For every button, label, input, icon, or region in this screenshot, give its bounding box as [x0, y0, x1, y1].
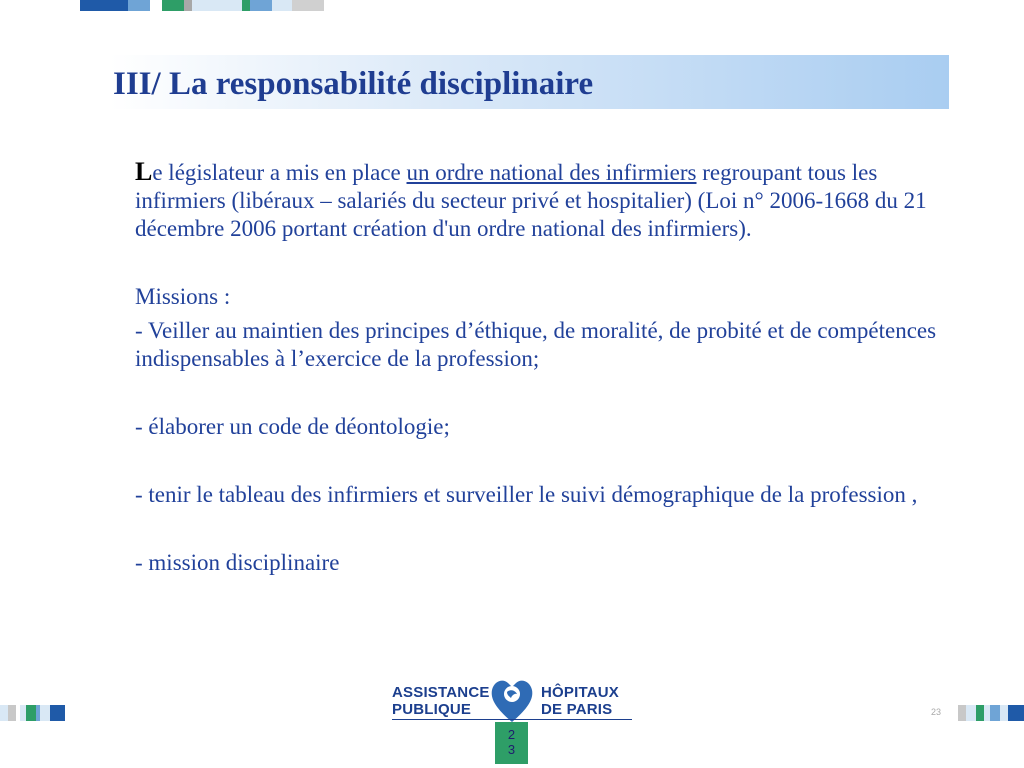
logo-left-text: ASSISTANCE PUBLIQUE — [392, 684, 490, 718]
intro-text-start: e législateur a mis en place — [152, 160, 407, 185]
mission-item: - élaborer un code de déontologie; — [135, 414, 450, 439]
slide-title: III/ La responsabilité disciplinaire — [113, 66, 594, 102]
mission-item: - tenir le tableau des infirmiers et surveiller le suivi démographique de la profession , — [135, 482, 918, 507]
missions-label: Missions : — [135, 284, 231, 309]
mission-item: - Veiller au maintien des principes d’éthique, de moralité, de probité et de compétences indispensables à l’exercice de la profession; — [135, 318, 937, 371]
top-decorative-bar — [80, 0, 324, 11]
mission-item: - mission disciplinaire — [135, 550, 340, 575]
heart-logo-icon — [488, 672, 536, 724]
bottom-right-decorative-bar — [958, 705, 1024, 721]
intro-text-end: regroupant tous les infirmiers (libéraux – salariés du secteur privé et hospitalier) (Loi n° 2006-1668 du 21 décembre 2006 portant création d'un ordre national des infirmiers). — [135, 160, 927, 241]
logo-underline — [392, 719, 632, 720]
page-number: 23 — [931, 707, 942, 717]
intro-paragraph — [135, 158, 950, 243]
aphp-logo — [390, 672, 634, 724]
dropcap-letter: L — [135, 157, 153, 186]
ordre-national-link[interactable]: un ordre national des infirmiers — [406, 160, 697, 185]
slide-number-badge: 2 3 — [495, 722, 528, 764]
logo-right-text: HÔPITAUX DE PARIS — [541, 684, 619, 718]
bottom-left-decorative-bar — [0, 705, 65, 721]
slide-content — [135, 158, 950, 577]
